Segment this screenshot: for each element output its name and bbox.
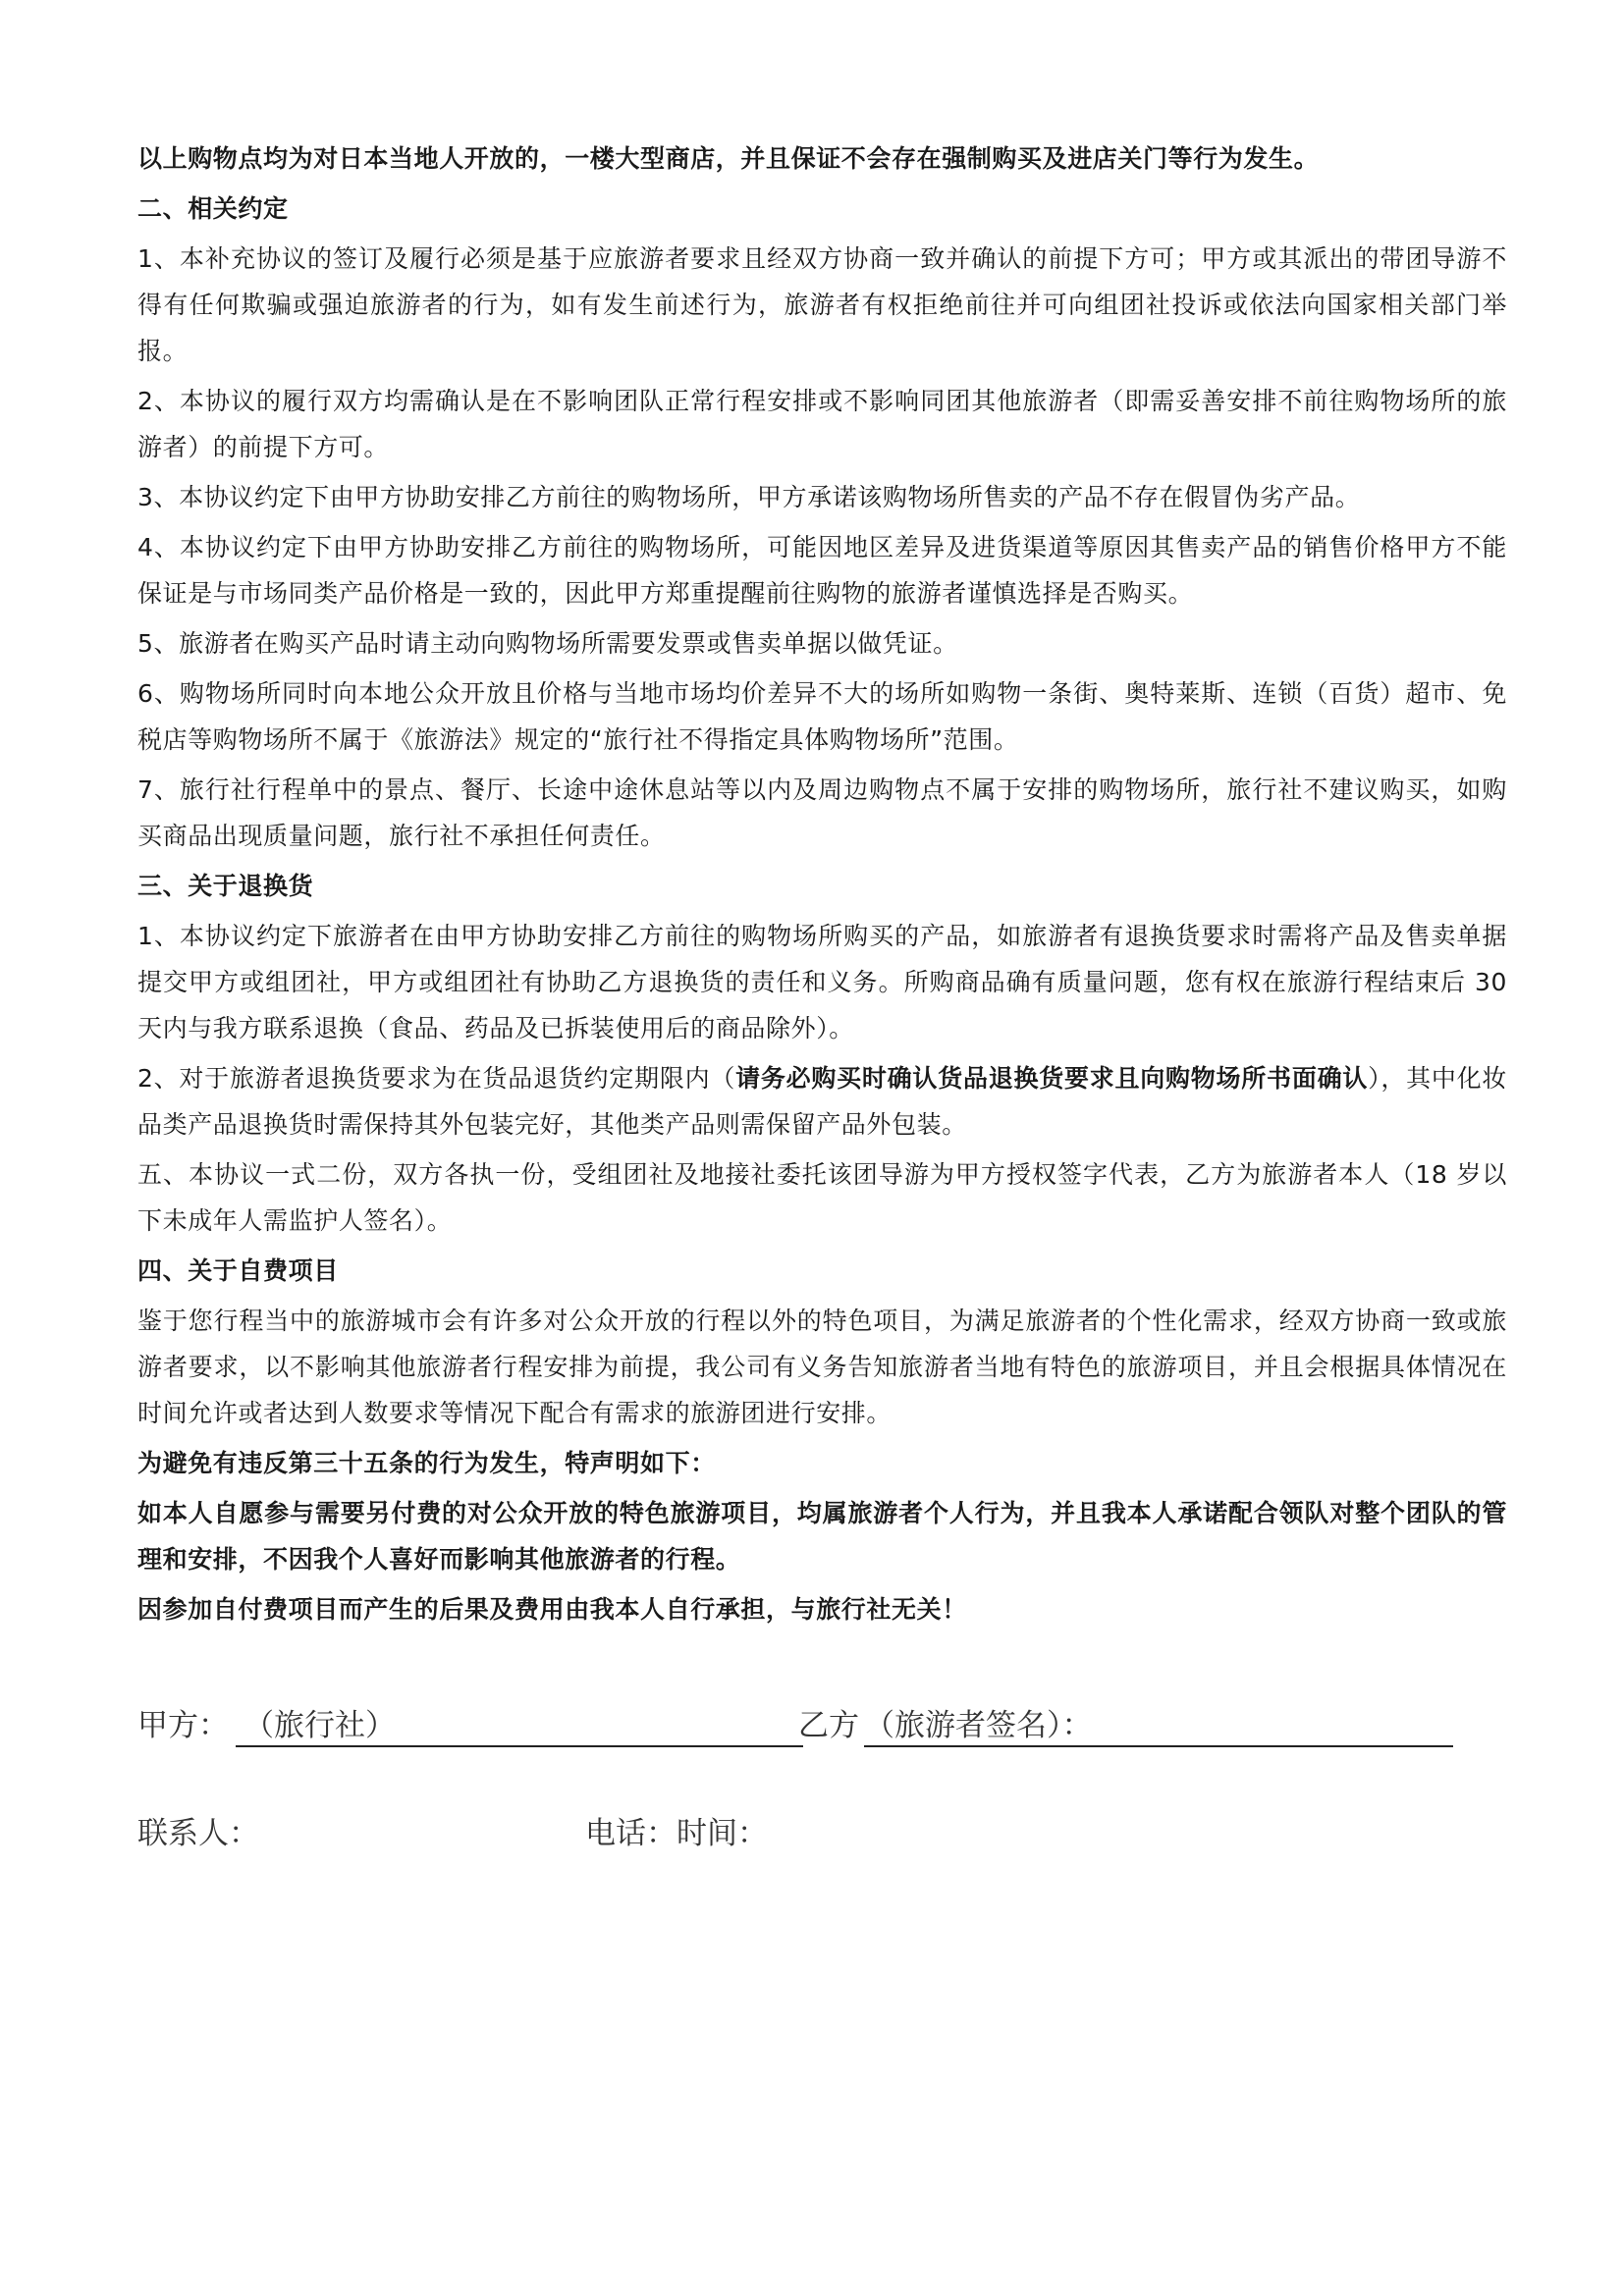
section-heading-returns: 三、关于退换货	[137, 872, 314, 900]
party-b-label: 乙方	[798, 1708, 859, 1743]
returns-item-2-pre: 2、对于旅游者退换货要求为在货品退货约定期限内（	[137, 1064, 736, 1093]
agreement-item-4: 4、本协议约定下由甲方协助安排乙方前往的购物场所，可能因地区差异及进货渠道等原因其售卖产品的销售价格甲方不能保证是与市场同类产品价格是一致的，因此甲方郑重提醒前往购物的旅游者谨慎选择是否购买。	[137, 533, 1507, 608]
declaration-liability: 因参加自付费项目而产生的后果及费用由我本人自行承担，与旅行社无关！	[137, 1595, 967, 1624]
agreement-item-2: 2、本协议的履行双方均需确认是在不影响团队正常行程安排或不影响同团其他旅游者（即需妥善安排不前往购物场所的旅游者）的前提下方可。	[137, 387, 1507, 461]
section-heading-optional-tours: 四、关于自费项目	[137, 1256, 339, 1285]
returns-item-2-bold: 请务必购买时确认货品退换货要求且向购物场所书面确认	[735, 1064, 1369, 1093]
agreement-item-7: 7、旅行社行程单中的景点、餐厅、长途中途休息站等以内及周边购物点不属于安排的购物场所，旅行社不建议购买，如购买商品出现质量问题，旅行社不承担任何责任。	[137, 775, 1507, 850]
copies-clause: 五、本协议一式二份，双方各执一份，受组团社及地接社委托该团导游为甲方授权签字代表，乙方为旅游者本人（18 岁以下未成年人需监护人签名）。	[137, 1160, 1507, 1235]
agreement-item-6: 6、购物场所同时向本地公众开放且价格与当地市场均价差异不大的场所如购物一条街、奥特莱斯、连锁（百货）超市、免税店等购物场所不属于《旅游法》规定的“旅行社不得指定具体购物场所”范围。	[137, 679, 1507, 754]
party-b-signature-line[interactable]: （旅游者签名）：	[864, 1706, 1453, 1747]
returns-item-2	[137, 1055, 1507, 1148]
declaration-body: 如本人自愿参与需要另付费的对公众开放的特色旅游项目，均属旅游者个人行为，并且我本人承诺配合领队对整个团队的管理和安排，不因我个人喜好而影响其他旅游者的行程。	[137, 1499, 1507, 1574]
agreement-item-3: 3、本协议约定下由甲方协助安排乙方前往的购物场所，甲方承诺该购物场所售卖的产品不存在假冒伪劣产品。	[137, 483, 1361, 511]
party-a-signature-line[interactable]: （旅行社）	[236, 1706, 803, 1747]
returns-item-2-post: ），其中化妆品类产品退换货时需保持其外包装完好，其他类产品则需保留产品外包装。	[137, 1064, 1507, 1139]
phone-time-label: 电话：时间：	[585, 1816, 768, 1851]
section-heading-agreements: 二、相关约定	[137, 194, 289, 223]
returns-item-1: 1、本协议约定下旅游者在由甲方协助安排乙方前往的购物场所购买的产品，如旅游者有退换货要求时需将产品及售卖单据提交甲方或组团社，甲方或组团社有协助乙方退换货的责任和义务。所购商品确有质量问题，您有权在旅游行程结束后 30 天内与我方联系退换（食品、药品及已拆装使用后的商品除外）。	[137, 922, 1507, 1042]
agreement-item-5: 5、旅游者在购买产品时请主动向购物场所需要发票或售卖单据以做凭证。	[137, 629, 958, 658]
optional-tours-body: 鉴于您行程当中的旅游城市会有许多对公众开放的行程以外的特色项目，为满足旅游者的个性化需求，经双方协商一致或旅游者要求，以不影响其他旅游者行程安排为前提，我公司有义务告知旅游者当地有特色的旅游项目，并且会根据具体情况在时间允许或者达到人数要求等情况下配合有需求的旅游团进行安排。	[137, 1307, 1507, 1427]
party-a-label: 甲方：	[137, 1708, 229, 1743]
contact-label: 联系人：	[137, 1816, 259, 1851]
agreement-page	[137, 135, 1507, 1636]
intro-statement: 以上购物点均为对日本当地人开放的，一楼大型商店，并且保证不会存在强制购买及进店关门等行为发生。	[137, 144, 1320, 173]
declaration-intro: 为避免有违反第三十五条的行为发生，特声明如下：	[137, 1449, 716, 1477]
agreement-item-1: 1、本补充协议的签订及履行必须是基于应旅游者要求且经双方协商一致并确认的前提下方可；甲方或其派出的带团导游不得有任何欺骗或强迫旅游者的行为，如有发生前述行为，旅游者有权拒绝前往并可向组团社投诉或依法向国家相关部门举报。	[137, 244, 1507, 365]
